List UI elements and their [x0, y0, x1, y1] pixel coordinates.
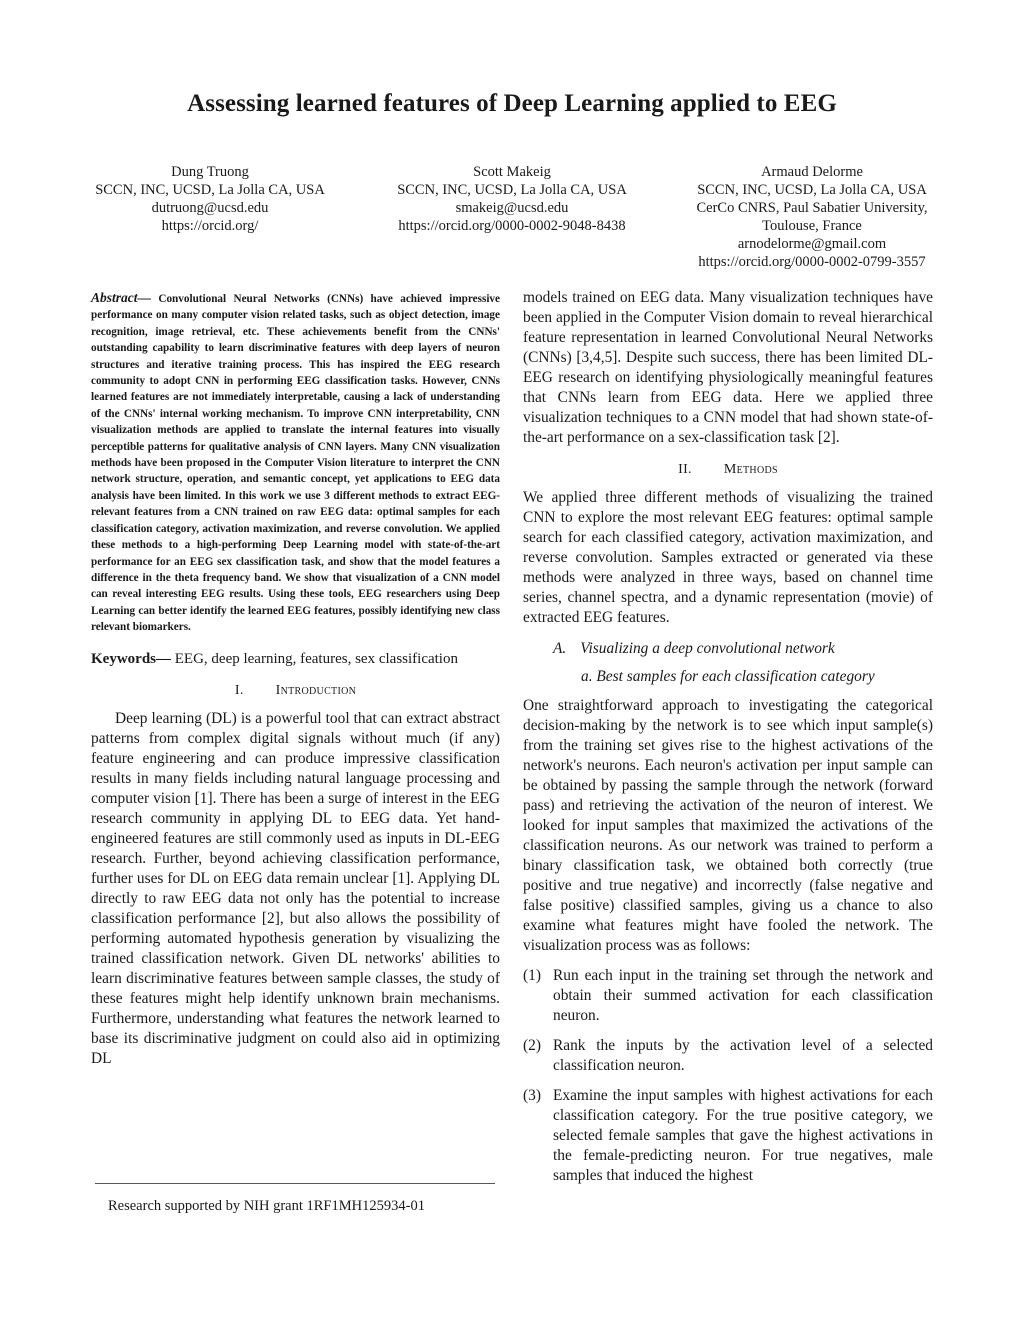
section-title: Introduction — [275, 682, 357, 698]
list-item-text: Run each input in the training set through the network and obtain their summed activation for each classification neuron. — [553, 967, 933, 1024]
author-block-3 — [662, 163, 962, 271]
intro-paragraph: Deep learning (DL) is a powerful tool that can extract abstract patterns from complex digital signals without much (if any) feature engineering and can produce impressive classification results in many fields including natural language processing and computer vision [1]. There has been a surge of interest in the EEG research community in applying DL to EEG data. Yet hand-engineered features are still commonly used as inputs in DL-EEG research. Further, beyond achieving classification performance, further uses for DL on EEG data remain unclear [1]. Applying DL directly to raw EEG data not only has the potential to increase classification performance [2], but also allows the possibility of performing automated hypothesis generation by visualizing the trained classification network. Given DL networks' abilities to learn discriminative features between sample classes, the study of these features might help identify unknown brain mechanisms. Furthermore, understanding what features the network learned to base its discriminative judgment on could also aid in optimizing DL — [91, 709, 500, 1067]
subsection-heading-a — [553, 640, 933, 658]
right-column — [523, 288, 933, 1196]
author-orcid: https://orcid.org/0000-0002-9048-8438 — [398, 218, 626, 234]
author-orcid: https://orcid.org/0000-0002-0799-3557 — [698, 254, 926, 270]
subsubsection-heading-a: a. Best samples for each classification category — [581, 668, 875, 685]
section-number: I. — [234, 682, 244, 698]
keywords-text: EEG, deep learning, features, sex classification — [171, 650, 458, 667]
methods-paragraph: We applied three different methods of visualizing the trained CNN to explore the most relevant EEG features: optimal sample search for each classified category, activation maximization, and reverse convolution. Samples extracted or generated via these methods were analyzed in three ways, based on channel time series, channel spectra, and a dynamic representation (movie) of extracted EEG features. — [523, 489, 933, 626]
keywords — [91, 649, 500, 669]
list-item — [523, 1086, 933, 1186]
section-heading-methods — [523, 462, 933, 478]
author-location: Toulouse, France — [762, 218, 862, 234]
intro-paragraph-continued: models trained on EEG data. Many visualization techniques have been applied in the Computer Vision domain to reveal hierarchical feature representation in learned Convolutional Neural Networks (CNNs) [3,4,5]. Despite such success, there has been limited DL-EEG research on identifying physiologically meaningful features that CNNs learn from EEG data. Here we applied three visualization techniques to a CNN model that had shown state-of-the-art performance on a sex-classification task [2]. — [523, 289, 933, 446]
section-heading-introduction — [91, 683, 500, 699]
author-email: smakeig@ucsd.edu — [455, 200, 569, 216]
author-email: dutruong@ucsd.edu — [151, 200, 269, 216]
left-column — [91, 288, 500, 1069]
procedure-list — [523, 966, 933, 1186]
section-title: Methods — [723, 462, 778, 477]
list-item-number: (1) — [523, 967, 541, 984]
author-name: Scott Makeig — [473, 164, 551, 180]
footnote: Research supported by NIH grant 1RF1MH125934-01 — [108, 1198, 425, 1214]
keywords-label: Keywords— — [91, 650, 171, 667]
abstract-label: Abstract— — [91, 290, 152, 305]
author-affiliation: SCCN, INC, UCSD, La Jolla CA, USA — [95, 182, 325, 198]
section-number: II. — [678, 462, 692, 477]
author-name: Armaud Delorme — [761, 164, 863, 180]
subsection-number: A. — [553, 640, 567, 657]
author-name: Dung Truong — [171, 164, 249, 180]
list-item-text: Examine the input samples with highest activations for each classification category. For the true positive category, we selected female samples that gave the highest activations in the female-predicting neuron. For true negatives, male samples that induced the highest — [553, 1087, 933, 1184]
abstract-text: Convolutional Neural Networks (CNNs) have achieved impressive performance on many computer vision related tasks, such as object detection, image recognition, image retrieval, etc. These achievements benefit from the CNNs' outstanding capability to learn discriminative features with deep layers of neuron structures and iterative training process. This has inspired the EEG research community to adopt CNN in performing EEG classification tasks. However, CNNs learned features are not immediately interpretable, causing a lack of understanding of the CNNs' internal working mechanism. To improve CNN interpretability, CNN visualization methods are applied to translate the internal features into visually perceptible patterns for qualitative analysis of CNN layers. Many CNN visualization methods have been proposed in the Computer Vision literature to interpret the CNN network structure, operation, and semantic concept, yet applications to EEG data analysis have been limited. In this work we use 3 different methods to extract EEG-relevant features from a CNN trained on raw EEG data: optimal samples for each classification category, activation maximization, and reverse convolution. We applied these methods to a high-performing Deep Learning model with state-of-the-art performance for an EEG sex classification task, and show that the model features a difference in the theta frequency band. We show that visualization of a CNN model can reveal interesting EEG results. Using these tools, EEG researchers using Deep Learning can better identify the learned EEG features, possibly identifying new class relevant biomarkers. — [91, 293, 500, 634]
list-item-number: (3) — [523, 1087, 541, 1104]
list-item-number: (2) — [523, 1037, 541, 1054]
author-orcid: https://orcid.org/ — [161, 218, 259, 234]
author-affiliation: SCCN, INC, UCSD, La Jolla CA, USA — [397, 182, 627, 198]
author-block-2 — [362, 163, 662, 235]
footnote-divider — [95, 1183, 495, 1184]
subsection-title: Visualizing a deep convolutional network — [580, 640, 835, 657]
author-block-1 — [60, 163, 360, 235]
list-item — [523, 966, 933, 1026]
methods-paragraph-2: One straightforward approach to investigating the categorical decision-making by the network is to see which input sample(s) from the training set gives rise to the highest activations of the network's neurons. Each neuron's activation per input sample can be obtained by passing the sample through the network (forward pass) and retrieving the activation of the neuron of interest. We looked for input samples that maximized the activations of the classification neurons. As our network was trained to perform a binary classification task, we obtained both correctly (true positive and true negative) and incorrectly (false negative and false positive) classified samples, giving us a chance to also examine what features might have fooled the network. The visualization process was as follows: — [523, 697, 933, 954]
author-email: arnodelorme@gmail.com — [737, 236, 887, 252]
list-item-text: Rank the inputs by the activation level of a selected classification neuron. — [553, 1037, 933, 1074]
abstract — [91, 290, 500, 636]
author-affiliation: SCCN, INC, UCSD, La Jolla CA, USA — [697, 182, 927, 198]
list-item — [523, 1036, 933, 1076]
paper-title: Assessing learned features of Deep Learning applied to EEG — [187, 90, 837, 117]
author-affiliation-2: CerCo CNRS, Paul Sabatier University, — [696, 200, 928, 216]
